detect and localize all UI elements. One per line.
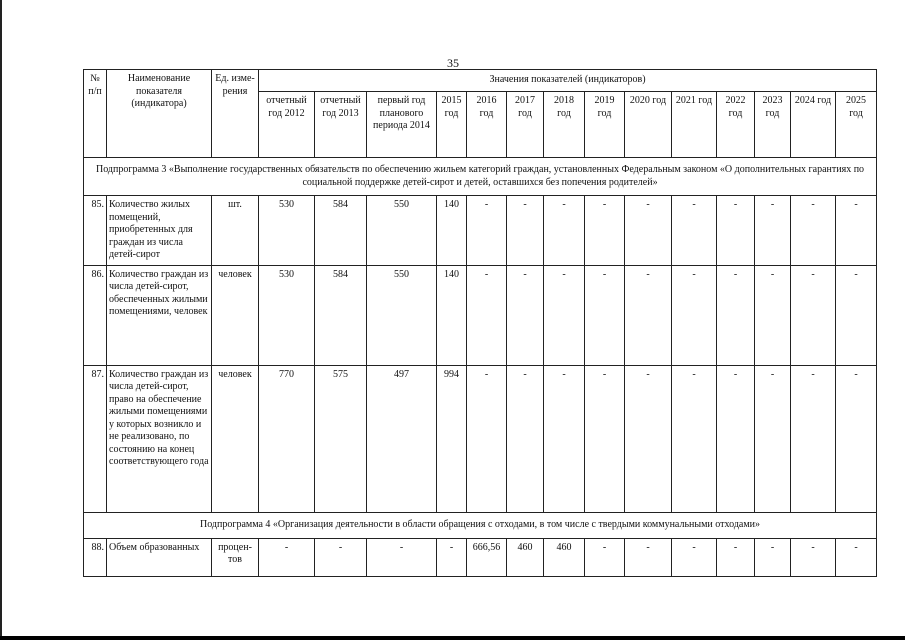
row-value: 666,56	[467, 538, 507, 576]
page-number: 35	[447, 56, 459, 70]
row-num: 87.	[84, 365, 107, 512]
row-value: -	[717, 265, 755, 365]
row-value: -	[672, 265, 717, 365]
row-value: -	[467, 265, 507, 365]
subprogram-row	[84, 512, 877, 538]
row-value: -	[544, 196, 585, 266]
header-year: 2019 год	[585, 92, 625, 158]
header-year: 2020 год	[625, 92, 672, 158]
row-value: -	[467, 365, 507, 512]
row-value: -	[437, 538, 467, 576]
row-value: -	[467, 196, 507, 266]
row-value: -	[717, 196, 755, 266]
header-row-1	[84, 70, 877, 92]
table-row	[84, 196, 877, 266]
row-value: 460	[544, 538, 585, 576]
header-values-title: Значения показателей (индикаторов)	[259, 70, 877, 92]
row-name: Количество граждан из числа детей-сирот, обеспеченных жилыми помещениями, человек	[107, 265, 212, 365]
row-unit: человек	[212, 265, 259, 365]
row-value: -	[791, 265, 836, 365]
row-value: 530	[259, 265, 315, 365]
header-num: № п/п	[84, 70, 107, 158]
row-unit: шт.	[212, 196, 259, 266]
row-value: 550	[367, 196, 437, 266]
row-value: -	[625, 365, 672, 512]
row-value: 530	[259, 196, 315, 266]
indicators-table	[83, 69, 877, 577]
header-year: 2022 год	[717, 92, 755, 158]
row-value: -	[755, 365, 791, 512]
row-value: -	[836, 365, 877, 512]
row-value: -	[625, 265, 672, 365]
row-value: -	[755, 538, 791, 576]
row-value: -	[625, 196, 672, 266]
row-value: 140	[437, 265, 467, 365]
row-value: -	[717, 538, 755, 576]
row-value: 460	[507, 538, 544, 576]
subprogram-3-title: Подпрограмма 3 «Выполнение государственных обязательств по обеспечению жильем категорий граждан, установленных Федеральным законом «О дополнительных гарантиях по социальной поддержке детей-сирот и детей, оставшихся без попечения родителей»	[84, 158, 877, 196]
header-name: Наименование показателя (индикатора)	[107, 70, 212, 158]
row-value: -	[672, 196, 717, 266]
row-value: -	[585, 196, 625, 266]
row-num: 88.	[84, 538, 107, 576]
table-row	[84, 538, 877, 576]
row-value: -	[544, 265, 585, 365]
row-value: -	[836, 196, 877, 266]
row-value: -	[625, 538, 672, 576]
row-value: -	[507, 196, 544, 266]
header-year: отчетный год 2012	[259, 92, 315, 158]
header-year: 2025 год	[836, 92, 877, 158]
row-value: -	[585, 265, 625, 365]
subprogram-4-title: Подпрограмма 4 «Организация деятельности в области обращения с отходами, в том числе с твердыми коммунальными отходами»	[84, 512, 877, 538]
row-value: 140	[437, 196, 467, 266]
header-year: 2017 год	[507, 92, 544, 158]
row-num: 86.	[84, 265, 107, 365]
header-year: 2018 год	[544, 92, 585, 158]
header-year: отчетный год 2013	[315, 92, 367, 158]
row-value: -	[672, 538, 717, 576]
table-row	[84, 365, 877, 512]
row-value: -	[755, 265, 791, 365]
row-value: 770	[259, 365, 315, 512]
row-value: -	[507, 265, 544, 365]
row-value: -	[507, 365, 544, 512]
row-value: -	[791, 538, 836, 576]
table-row	[84, 265, 877, 365]
row-value: -	[836, 265, 877, 365]
row-value: 575	[315, 365, 367, 512]
header-year: 2015 год	[437, 92, 467, 158]
row-value: -	[791, 365, 836, 512]
subprogram-row	[84, 158, 877, 196]
row-value: -	[544, 365, 585, 512]
page-left-edge	[0, 0, 2, 640]
row-value: -	[836, 538, 877, 576]
page-bottom-edge	[0, 636, 905, 640]
row-value: 584	[315, 265, 367, 365]
row-value: -	[315, 538, 367, 576]
row-unit: процен-тов	[212, 538, 259, 576]
row-num: 85.	[84, 196, 107, 266]
row-value: 994	[437, 365, 467, 512]
row-value: -	[791, 196, 836, 266]
row-name: Объем образованных	[107, 538, 212, 576]
row-value: 497	[367, 365, 437, 512]
row-value: 550	[367, 265, 437, 365]
row-name: Количество жилых помещений, приобретенных для граждан из числа детей-сирот	[107, 196, 212, 266]
row-value: -	[717, 365, 755, 512]
row-value: 584	[315, 196, 367, 266]
header-year: 2016 год	[467, 92, 507, 158]
row-unit: человек	[212, 365, 259, 512]
row-value: -	[672, 365, 717, 512]
header-year: первый год планового периода 2014	[367, 92, 437, 158]
header-year: 2021 год	[672, 92, 717, 158]
header-unit: Ед. изме-рения	[212, 70, 259, 158]
row-name: Количество граждан из числа детей-сирот, право на обеспечение жилыми помещениями у которых возникло и не реализовано, по состоянию на конец соответствующего года	[107, 365, 212, 512]
row-value: -	[755, 196, 791, 266]
row-value: -	[259, 538, 315, 576]
row-value: -	[585, 538, 625, 576]
header-year: 2023 год	[755, 92, 791, 158]
row-value: -	[585, 365, 625, 512]
row-value: -	[367, 538, 437, 576]
header-year: 2024 год	[791, 92, 836, 158]
